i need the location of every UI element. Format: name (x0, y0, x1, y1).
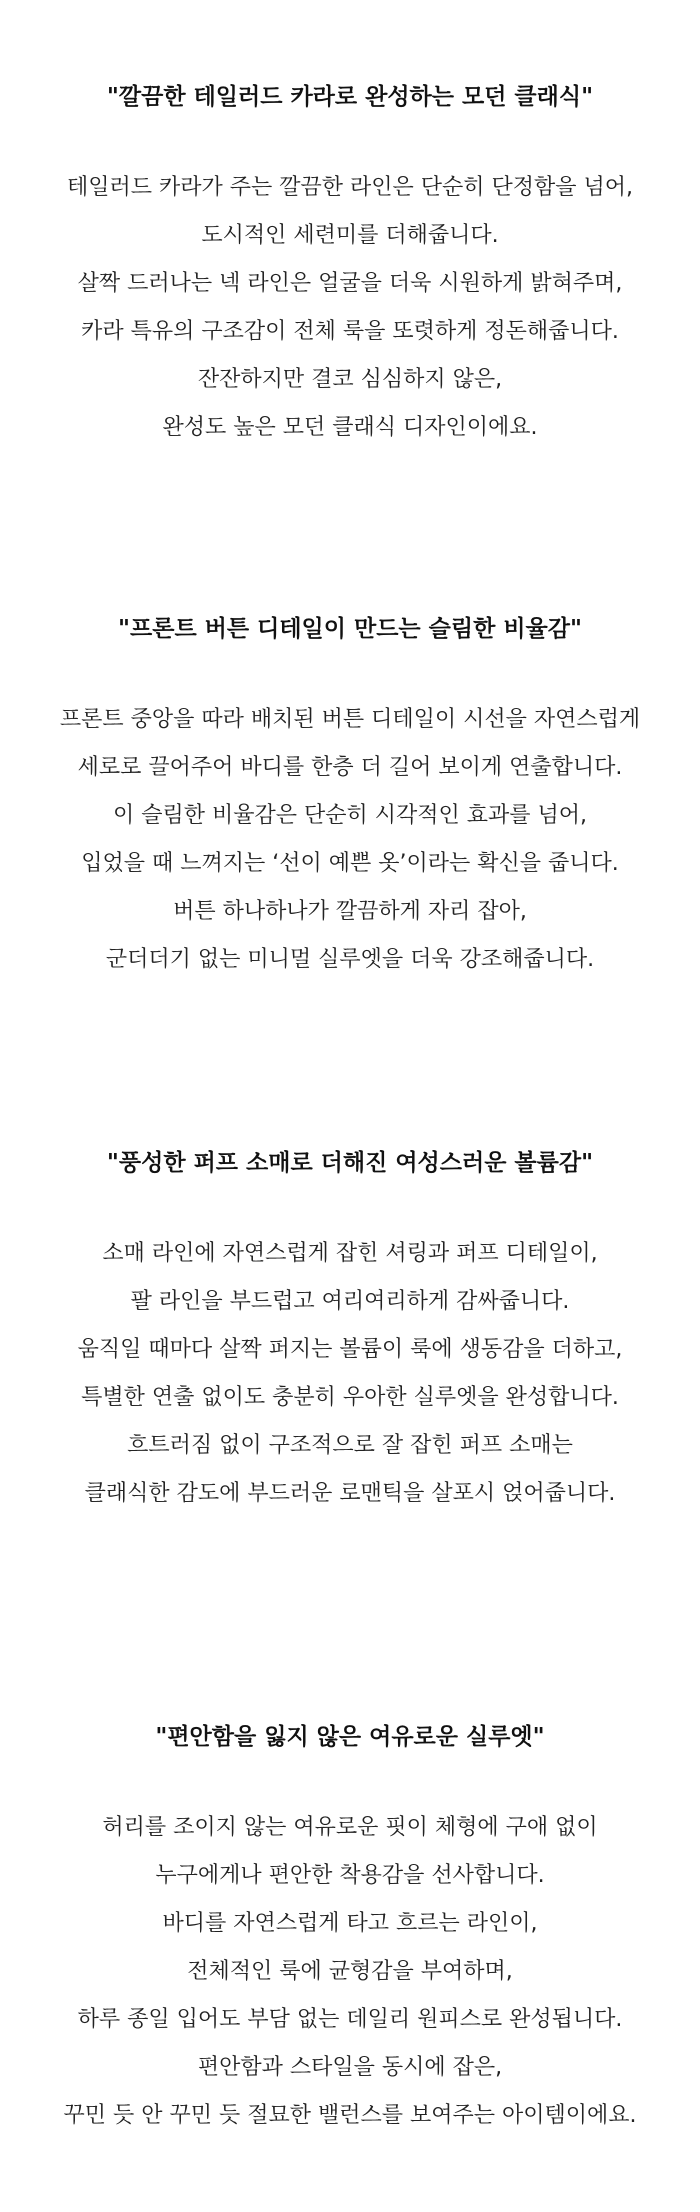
body-line: 전체적인 룩에 균형감을 부여하며, (187, 1959, 513, 1984)
body-line: 움직일 때마다 살짝 퍼지는 볼륨이 룩에 생동감을 더하고, (77, 1337, 623, 1362)
body-line: 편안함과 스타일을 동시에 잡은, (197, 2055, 503, 2080)
body-line: 꾸민 듯 안 꾸민 듯 절묘한 밸런스를 보여주는 아이템이에요. (63, 2103, 637, 2128)
section-title: "깔끔한 테일러드 카라로 완성하는 모던 클래식" (106, 84, 594, 110)
body-line: 완성도 높은 모던 클래식 디자인이에요. (162, 415, 538, 440)
body-line: 세로로 끌어주어 바디를 한층 더 길어 보이게 연출합니다. (77, 755, 623, 780)
body-line: 군더더기 없는 미니멀 실루엣을 더욱 강조해줍니다. (105, 947, 595, 972)
section-body (0, 1804, 700, 2140)
section-front-button (0, 614, 700, 984)
body-line: 특별한 연출 없이도 충분히 우아한 실루엣을 완성합니다. (81, 1385, 619, 1410)
section-tailored-collar (0, 82, 700, 452)
body-line: 카라 특유의 구조감이 전체 룩을 또렷하게 정돈해줍니다. (81, 319, 619, 344)
body-line: 클래식한 감도에 부드러운 로맨틱을 살포시 얹어줍니다. (84, 1481, 616, 1506)
section-body (0, 164, 700, 452)
body-line: 흐트러짐 없이 구조적으로 잘 잡힌 퍼프 소매는 (127, 1433, 573, 1458)
body-line: 입었을 때 느껴지는 ‘선이 예쁜 옷’이라는 확신을 줍니다. (81, 851, 619, 876)
body-line: 팔 라인을 부드럽고 여리여리하게 감싸줍니다. (130, 1289, 570, 1314)
section-title: "편안함을 잃지 않은 여유로운 실루엣" (155, 1724, 545, 1750)
body-line: 하루 종일 입어도 부담 없는 데일리 원피스로 완성됩니다. (77, 2007, 623, 2032)
body-line: 바디를 자연스럽게 타고 흐르는 라인이, (162, 1911, 538, 1936)
body-line: 이 슬림한 비율감은 단순히 시각적인 효과를 넘어, (113, 803, 587, 828)
body-line: 도시적인 세련미를 더해줍니다. (201, 223, 499, 248)
body-line: 테일러드 카라가 주는 깔끔한 라인은 단순히 단정함을 넘어, (67, 175, 633, 200)
section-body (0, 696, 700, 984)
section-relaxed-silhouette (0, 1722, 700, 2140)
section-title: "풍성한 퍼프 소매로 더해진 여성스러운 볼륨감" (106, 1150, 594, 1176)
body-line: 잔잔하지만 결코 심심하지 않은, (197, 367, 503, 392)
body-line: 버튼 하나하나가 깔끔하게 자리 잡아, (173, 899, 527, 924)
section-body (0, 1230, 700, 1518)
body-line: 살짝 드러나는 넥 라인은 얼굴을 더욱 시원하게 밝혀주며, (77, 271, 623, 296)
section-puff-sleeve (0, 1148, 700, 1518)
body-line: 소매 라인에 자연스럽게 잡힌 셔링과 퍼프 디테일이, (102, 1241, 598, 1266)
body-line: 누구에게나 편안한 착용감을 선사합니다. (155, 1863, 545, 1888)
section-title: "프론트 버튼 디테일이 만드는 슬림한 비율감" (118, 616, 582, 642)
body-line: 허리를 조이지 않는 여유로운 핏이 체형에 구애 없이 (102, 1815, 598, 1840)
body-line: 프론트 중앙을 따라 배치된 버튼 디테일이 시선을 자연스럽게 (59, 707, 641, 732)
